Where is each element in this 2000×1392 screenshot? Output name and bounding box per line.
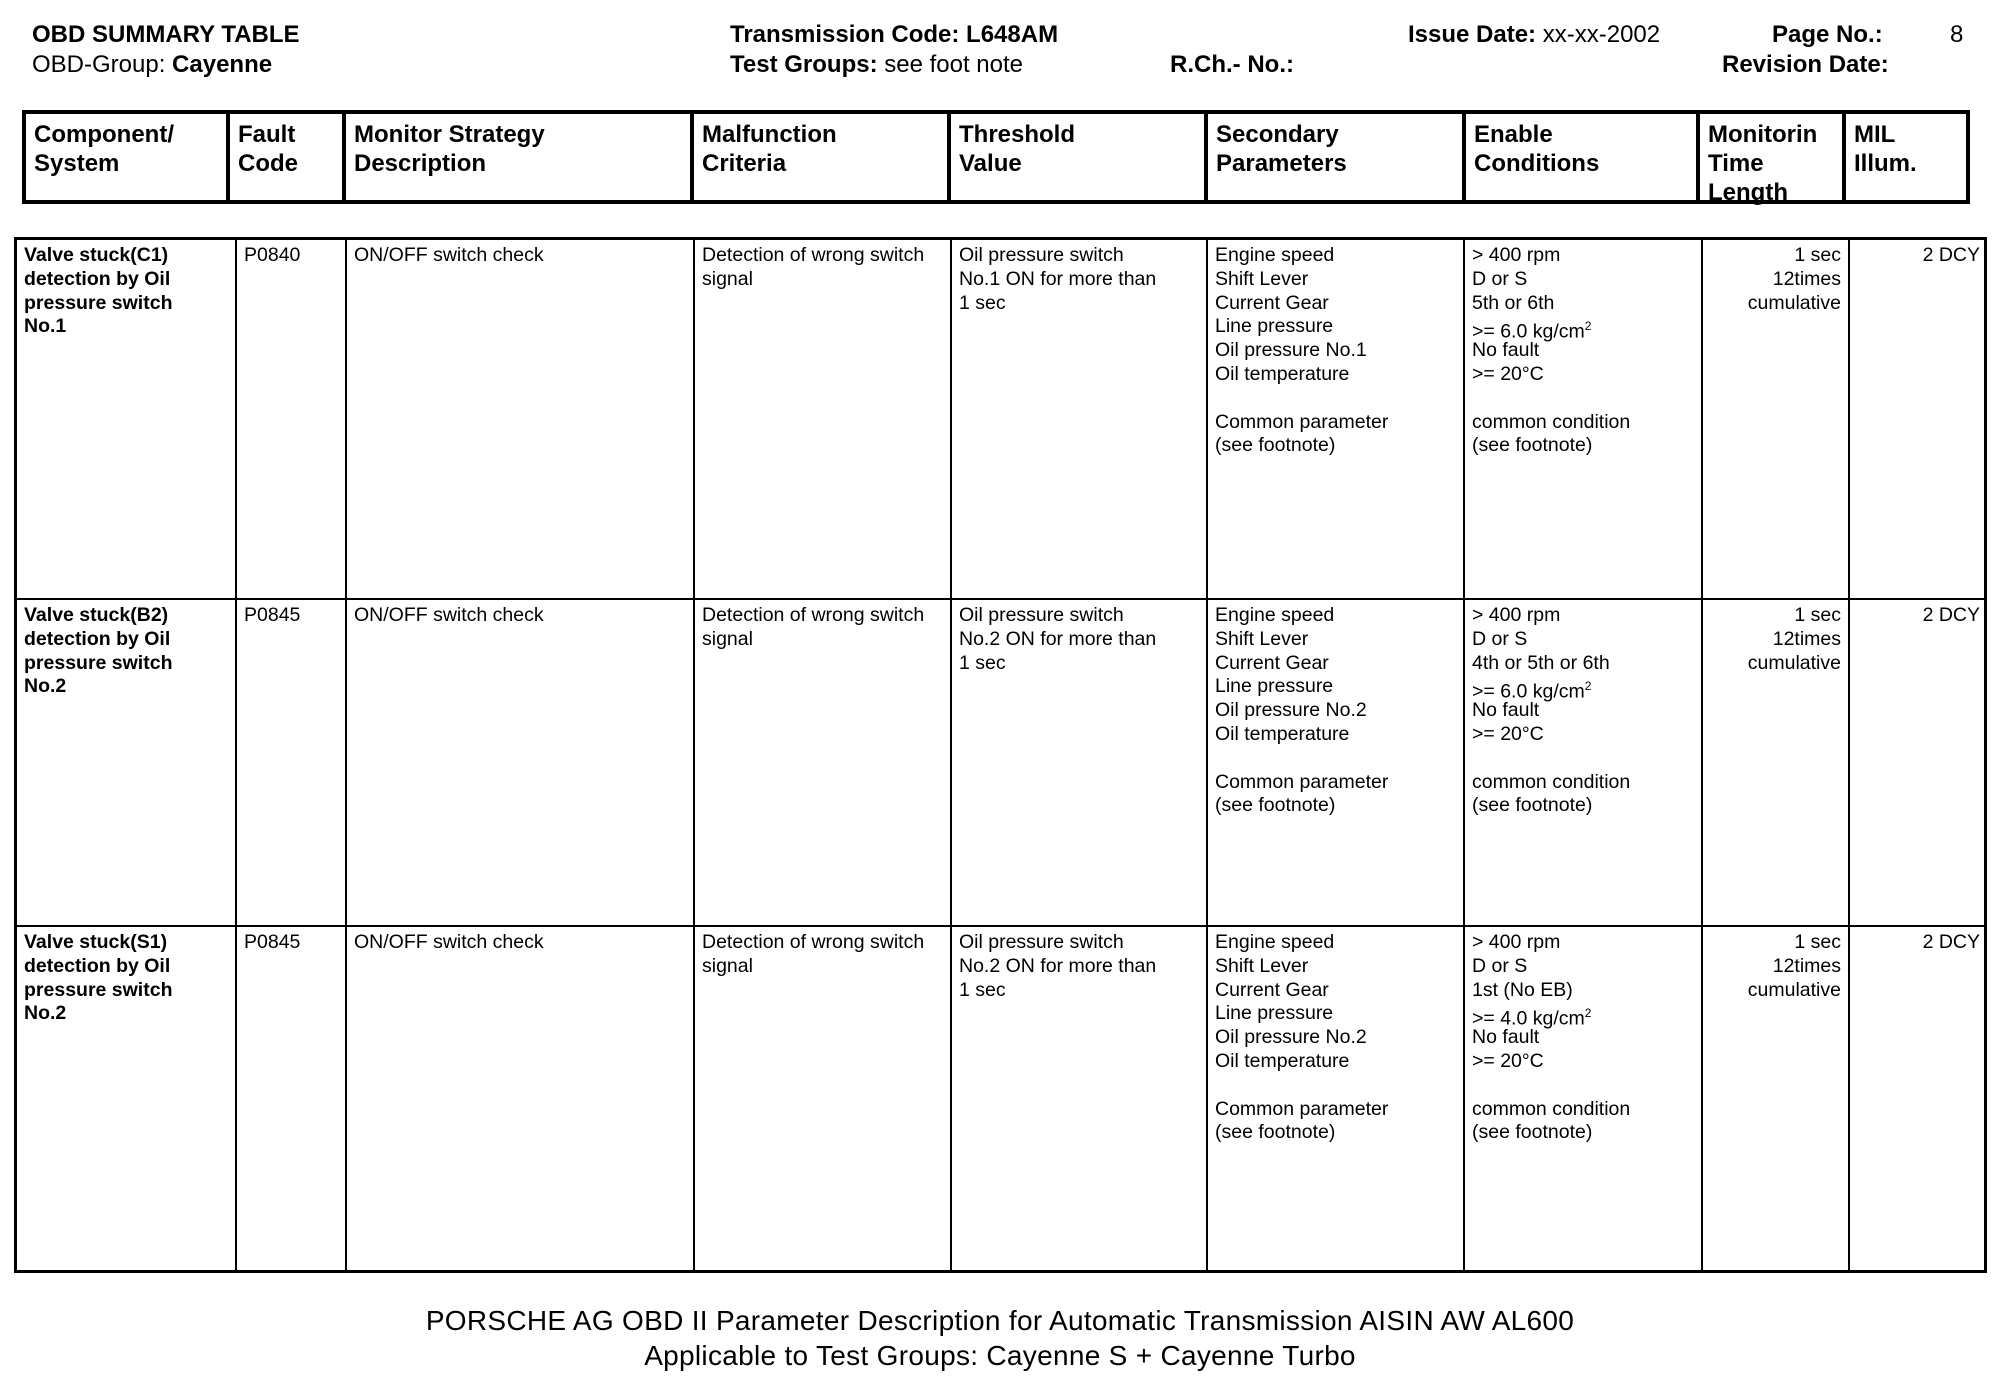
criteria-cell (695, 600, 952, 925)
cell-line: detection by Oil (24, 627, 171, 650)
threshold-cell (952, 600, 1208, 925)
cell-line: > 400 rpm (1472, 931, 1561, 953)
test-groups-label: Test Groups: (730, 51, 878, 78)
cell-line: signal (702, 627, 753, 650)
col-header-component-system: Component/ System (26, 114, 230, 200)
unit-superscript: 2 (1584, 319, 1592, 334)
cell-line: Oil pressure No.2 (1215, 699, 1367, 722)
cell-line: 2 DCY (1922, 931, 1980, 953)
test-groups (730, 50, 1023, 80)
col-header-monitor-strategy: Monitor Strategy Description (346, 114, 694, 200)
cell-line: signal (702, 267, 753, 290)
cell-line: pressure switch (24, 291, 173, 314)
monitor-time-cell (1703, 927, 1850, 1270)
cell-line: > 400 rpm (1472, 604, 1561, 626)
threshold-cell (952, 240, 1208, 598)
obd-group-value: Cayenne (172, 51, 273, 78)
cell-line: (see footnote) (1472, 794, 1593, 817)
col-header-enable-conditions: Enable Conditions (1466, 114, 1700, 200)
col-header-malfunction-criteria: Malfunction Criteria (694, 114, 951, 200)
issue-date (1408, 20, 1660, 50)
cell-line: Shift Lever (1215, 627, 1309, 650)
cell-line: Engine speed (1215, 604, 1335, 626)
cell-line: No fault (1472, 1026, 1540, 1049)
cell-line: Engine speed (1215, 931, 1335, 953)
cell-line: detection by Oil (24, 267, 171, 290)
cell-line: Oil temperature (1215, 1049, 1350, 1072)
footer-line-2: Applicable to Test Groups: Cayenne S + Cayenne Turbo (644, 1340, 1356, 1371)
fault-code-cell (237, 927, 347, 1270)
cell-line: ON/OFF switch check (354, 931, 544, 953)
cell-line: ON/OFF switch check (354, 604, 544, 626)
cell-line: Valve stuck(C1) (24, 244, 169, 266)
cell-line: (see footnote) (1215, 434, 1336, 457)
secondary-params-cell (1208, 240, 1465, 598)
cell-line: ON/OFF switch check (354, 244, 544, 266)
cell-line: Valve stuck(B2) (24, 604, 169, 626)
cell-line: 5th or 6th (1472, 291, 1555, 314)
strategy-cell (347, 240, 695, 598)
threshold-cell (952, 927, 1208, 1270)
cell-line: D or S (1472, 267, 1528, 290)
component-cell (17, 600, 237, 925)
cell-line: P0845 (244, 931, 301, 953)
issue-date-label: Issue Date: (1408, 21, 1537, 48)
cell-line: >= 6.0 $kg/cm^2$ (1472, 319, 1592, 343)
unit-superscript: 2 (1584, 679, 1592, 694)
secondary-params-cell (1208, 600, 1465, 925)
cell-line: 1 sec (959, 291, 1006, 314)
cell-line: Current Gear (1215, 291, 1329, 314)
cell-line: Line pressure (1215, 1002, 1334, 1025)
cell-line: No.2 ON for more than (959, 954, 1157, 977)
obd-group-label: OBD-Group: (32, 51, 173, 78)
component-cell (17, 240, 237, 598)
page-no-value: 8 (1950, 21, 1964, 48)
cell-line (1472, 1074, 1694, 1098)
col-header-fault-code: Fault Code (230, 114, 346, 200)
cell-line: (see footnote) (1215, 794, 1336, 817)
cell-line: cumulative (1747, 291, 1841, 314)
cell-line: common condition (1472, 770, 1631, 793)
cell-line: Oil pressure switch (959, 604, 1124, 626)
cell-line: Common parameter (1215, 410, 1389, 433)
cell-line: >= 20°C (1472, 362, 1544, 385)
enable-conditions-cell (1465, 927, 1703, 1270)
cell-line: Oil pressure No.1 (1215, 339, 1367, 362)
footer-line-1: PORSCHE AG OBD II Parameter Description for Automatic Transmission AISIN AW AL600 (425, 1305, 1575, 1336)
obd-group (32, 50, 272, 80)
cell-line: pressure switch (24, 978, 173, 1001)
col-header-threshold-value: Threshold Value (951, 114, 1208, 200)
cell-line: P0840 (244, 244, 301, 266)
mil-cell (1850, 240, 1987, 598)
cell-line: cumulative (1747, 978, 1841, 1001)
page-footer (0, 1303, 2000, 1373)
unit-superscript: 2 (1584, 1006, 1592, 1021)
fault-code-cell (237, 600, 347, 925)
cell-line: >= 20°C (1472, 722, 1544, 745)
cell-line: Detection of wrong switch (702, 604, 925, 626)
cell-line (1215, 747, 1456, 771)
cell-line: No.2 (24, 675, 67, 698)
monitor-time-cell (1703, 240, 1850, 598)
cell-line: (see footnote) (1472, 1121, 1593, 1144)
cell-line: No.2 (24, 1002, 67, 1025)
cell-line: >= 4.0 $kg/cm^2$ (1472, 1006, 1592, 1030)
test-groups-value: see foot note (877, 51, 1024, 78)
rch-no: R.Ch.- No.: (1170, 51, 1294, 78)
obd-summary-table (14, 237, 1987, 1273)
cell-line: Current Gear (1215, 978, 1329, 1001)
cell-line (1215, 1074, 1456, 1098)
cell-line: Shift Lever (1215, 954, 1309, 977)
cell-line: 2 DCY (1922, 244, 1980, 266)
enable-conditions-cell (1465, 240, 1703, 598)
cell-line: 1 sec (959, 651, 1006, 674)
cell-line: Oil pressure switch (959, 931, 1124, 953)
cell-line: No fault (1472, 339, 1540, 362)
strategy-cell (347, 927, 695, 1270)
mil-cell (1850, 600, 1987, 925)
cell-line (1472, 387, 1694, 411)
cell-line: Engine speed (1215, 244, 1335, 266)
cell-line: Detection of wrong switch (702, 931, 925, 953)
issue-date-value: xx-xx-2002 (1536, 21, 1661, 48)
cell-line: >= 20°C (1472, 1049, 1544, 1072)
cell-line: Current Gear (1215, 651, 1329, 674)
cell-line: 1 sec (1794, 931, 1841, 953)
col-header-mil-illum: MIL Illum. (1854, 121, 1917, 177)
table-row (17, 600, 1984, 927)
cell-line: No.1 ON for more than (959, 267, 1157, 290)
cell-line: No.1 (24, 315, 67, 338)
cell-line: cumulative (1747, 651, 1841, 674)
cell-line: Oil pressure switch (959, 244, 1124, 266)
cell-line: Valve stuck(S1) (24, 931, 168, 953)
column-header (22, 110, 1970, 204)
doc-title: OBD SUMMARY TABLE (32, 21, 300, 48)
enable-conditions-cell (1465, 600, 1703, 925)
cell-line: Oil pressure No.2 (1215, 1026, 1367, 1049)
cell-line: 1 sec (1794, 244, 1841, 266)
table-row (17, 927, 1984, 1270)
cell-line: Detection of wrong switch (702, 244, 925, 266)
cell-line: (see footnote) (1472, 434, 1593, 457)
cell-line: pressure switch (24, 651, 173, 674)
mil-cell (1850, 927, 1987, 1270)
cell-line: Common parameter (1215, 1097, 1389, 1120)
cell-line: D or S (1472, 627, 1528, 650)
cell-line: signal (702, 954, 753, 977)
fault-code-cell (237, 240, 347, 598)
cell-line: Shift Lever (1215, 267, 1309, 290)
cell-line: No fault (1472, 699, 1540, 722)
cell-line: (see footnote) (1215, 1121, 1336, 1144)
monitor-time-cell (1703, 600, 1850, 925)
secondary-params-cell (1208, 927, 1465, 1270)
cell-line: 4th or 5th or 6th (1472, 651, 1610, 674)
cell-line: detection by Oil (24, 954, 171, 977)
table-row (17, 240, 1984, 600)
cell-line: Common parameter (1215, 770, 1389, 793)
criteria-cell (695, 240, 952, 598)
cell-line: 12times (1772, 954, 1841, 977)
cell-line (1472, 747, 1694, 771)
component-cell (17, 927, 237, 1270)
cell-line: 12times (1772, 627, 1841, 650)
cell-line: 1st (No EB) (1472, 978, 1573, 1001)
col-header-monitoring-time-length: Monitorin Time Length (1700, 114, 1846, 200)
cell-line: 12times (1772, 267, 1841, 290)
cell-line (1215, 387, 1456, 411)
col-header-secondary-parameters: Secondary Parameters (1208, 114, 1466, 200)
cell-line: > 400 rpm (1472, 244, 1561, 266)
cell-line: Oil temperature (1215, 722, 1350, 745)
cell-line: No.2 ON for more than (959, 627, 1157, 650)
cell-line: 1 sec (1794, 604, 1841, 626)
cell-line: Line pressure (1215, 675, 1334, 698)
revision-date: Revision Date: (1722, 51, 1889, 78)
cell-line: Oil temperature (1215, 362, 1350, 385)
cell-line: D or S (1472, 954, 1528, 977)
cell-line: 2 DCY (1922, 604, 1980, 626)
cell-line: P0845 (244, 604, 301, 626)
cell-line: Line pressure (1215, 315, 1334, 338)
strategy-cell (347, 600, 695, 925)
transmission-code: Transmission Code: L648AM (730, 21, 1059, 48)
cell-line: common condition (1472, 1097, 1631, 1120)
cell-line: 1 sec (959, 978, 1006, 1001)
criteria-cell (695, 927, 952, 1270)
cell-line: >= 6.0 $kg/cm^2$ (1472, 679, 1592, 703)
cell-line: common condition (1472, 410, 1631, 433)
page-no-label: Page No.: (1772, 21, 1883, 48)
